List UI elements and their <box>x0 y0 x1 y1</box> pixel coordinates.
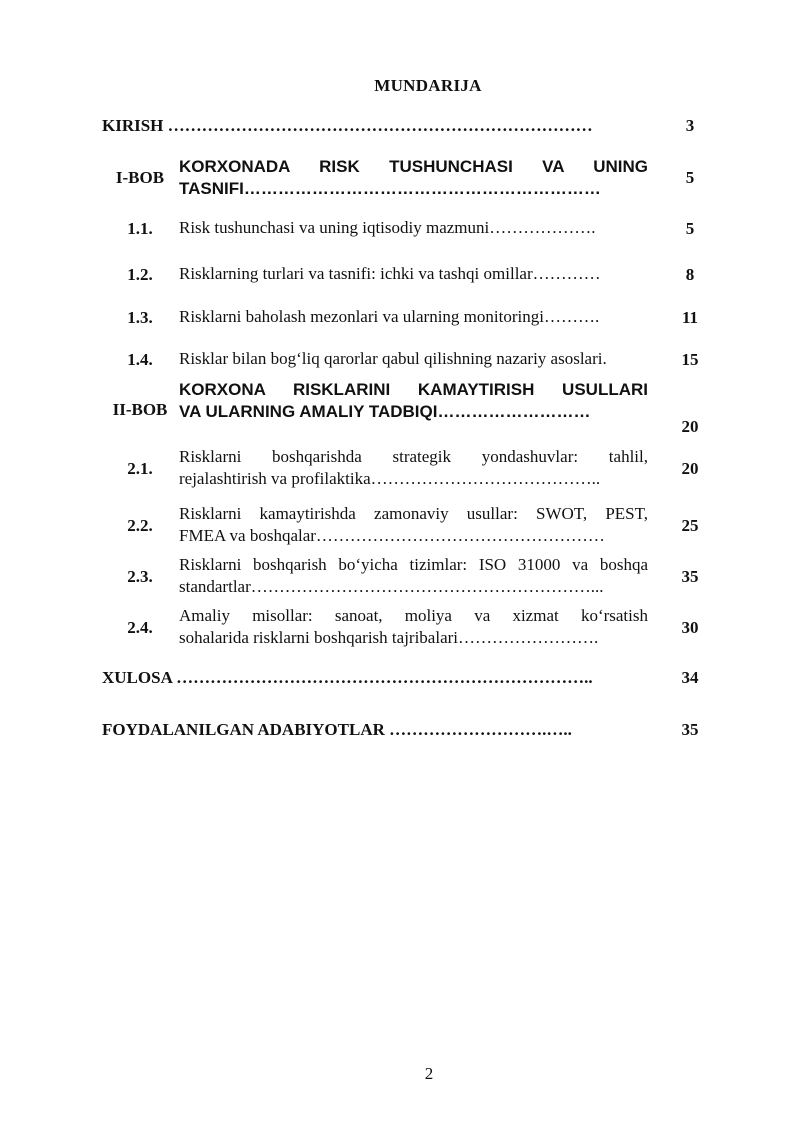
toc-section-2-4[interactable] <box>102 605 702 651</box>
section-title: Risklar bilan bog‘liq qarorlar qabul qilishning nazariy asoslari. <box>179 349 607 368</box>
toc-page-number: 25 <box>681 516 699 535</box>
toc-chapter-2[interactable] <box>102 379 702 439</box>
chapter-title: KORXONADA RISK TUSHUNCHASI VA UNING TASNIFI……………………………………………………… <box>179 157 648 198</box>
toc-chapter-1[interactable] <box>102 156 702 202</box>
section-title: Risklarni kamaytirishda zamonaviy usullar: SWOT, PEST, FMEA va boshqalar…………………………………………… <box>179 504 648 545</box>
section-title: Amaliy misollar: sanoat, moliya va xizmat ko‘rsatish sohalarida risklarni boshqarish tajribalari……………………. <box>179 606 648 647</box>
toc-page-number: 20 <box>681 459 699 478</box>
toc-page-number: 30 <box>681 618 699 637</box>
section-number: 2.3. <box>127 567 153 586</box>
toc-page-number: 5 <box>685 168 695 187</box>
section-number: 1.3. <box>127 308 153 327</box>
section-title: Risk tushunchasi va uning iqtisodiy mazmuni………………. <box>179 218 596 237</box>
toc-section-2-2[interactable] <box>102 503 702 549</box>
toc-page-number: 15 <box>681 350 699 369</box>
section-number: 1.2. <box>127 265 153 284</box>
toc-section-2-1[interactable] <box>102 446 702 492</box>
toc-entry-label: FOYDALANILGAN ADABIYOTLAR ……………………….….. <box>102 720 572 739</box>
toc-page-number: 35 <box>681 567 699 586</box>
toc-page-number: 11 <box>681 308 699 327</box>
section-title: Risklarni baholash mezonlari va ularning monitoringi………. <box>179 307 600 326</box>
toc-page-number: 3 <box>685 116 695 135</box>
chapter-number: I-BOB <box>115 168 165 187</box>
toc-page-number: 34 <box>681 668 699 687</box>
section-number: 2.4. <box>127 618 153 637</box>
section-number: 2.1. <box>127 459 153 478</box>
toc-section-2-3[interactable] <box>102 554 702 600</box>
chapter-number: II-BOB <box>112 400 168 419</box>
section-number: 1.4. <box>127 350 153 369</box>
section-number: 1.1. <box>127 219 153 238</box>
toc-entry-label: XULOSA ……………………………………………………………….. <box>102 668 593 687</box>
section-number: 2.2. <box>127 516 153 535</box>
page-title: MUNDARIJA <box>374 76 482 95</box>
toc-page-number: 8 <box>685 265 695 284</box>
toc-page-number: 20 <box>681 417 699 436</box>
section-title: Risklarning turlari va tasnifi: ichki va tashqi omillar………… <box>179 264 601 283</box>
toc-page-number: 35 <box>681 720 699 739</box>
chapter-title: KORXONA RISKLARINI KAMAYTIRISH USULLARI VA ULARNING AMALIY TADBIQI……………………… <box>179 380 648 421</box>
toc-page-number: 5 <box>685 219 695 238</box>
page-number: 2 <box>424 1064 434 1083</box>
section-title: Risklarni boshqarish bo‘yicha tizimlar: ISO 31000 va boshqa standartlar……………………………………………………... <box>179 555 648 596</box>
toc-entry-label: KIRISH ………………………………………………………………… <box>102 116 593 135</box>
section-title: Risklarni boshqarishda strategik yondashuvlar: tahlil, rejalashtirish va profilaktika………………………………….. <box>179 447 648 488</box>
